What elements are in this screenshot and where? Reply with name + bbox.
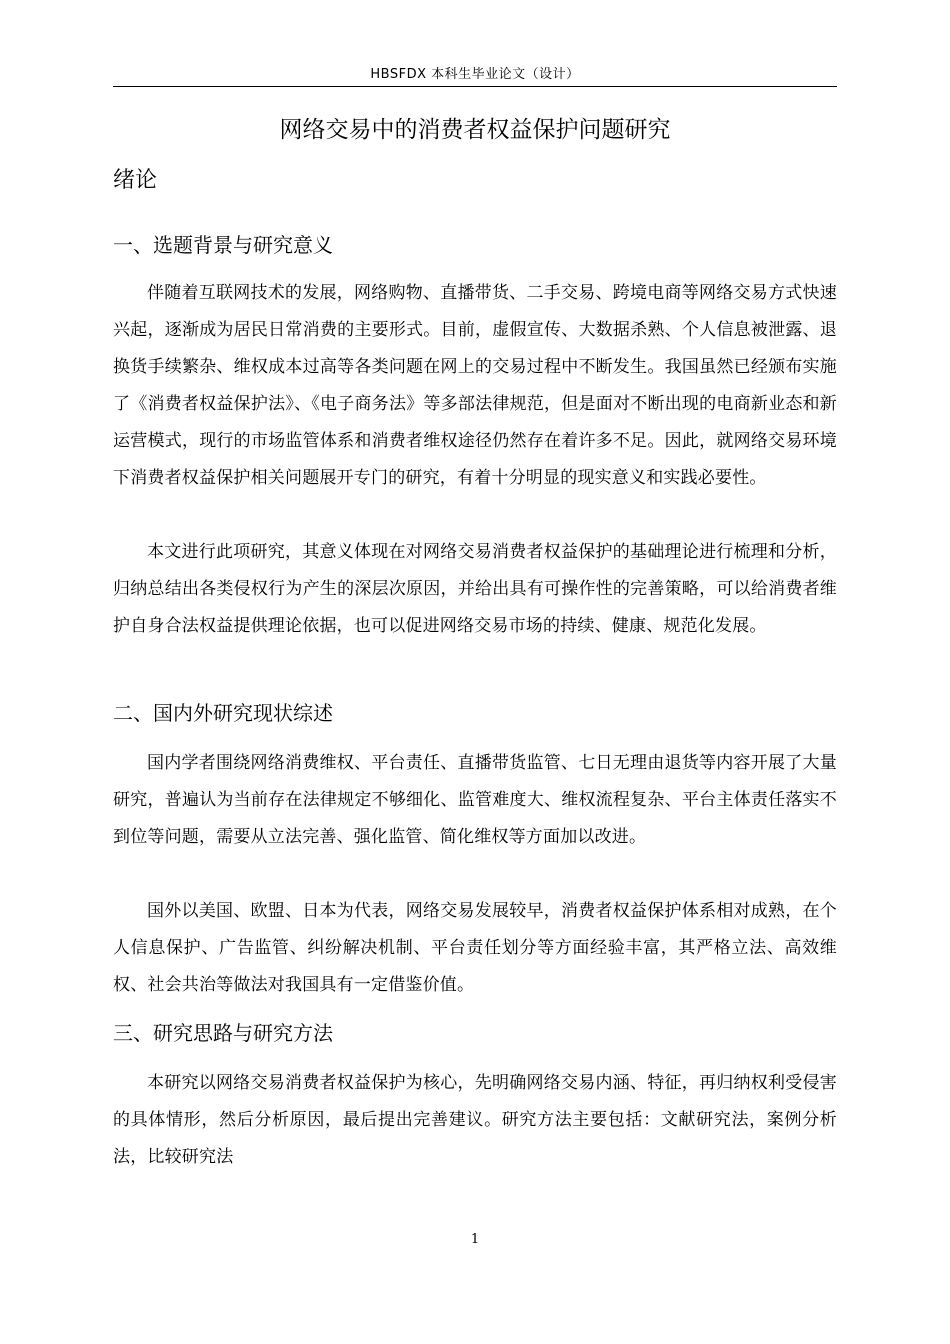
page-number: 1 bbox=[470, 1232, 480, 1247]
chapter-heading: 绪论 bbox=[113, 168, 158, 193]
paragraph-3-1: 本研究以网络交易消费者权益保护为核心，先明确网络交易内涵、特征，再归纳权利受侵害的具体情形，然后分析原因，最后提出完善建议。研究方法主要包括：文献研究法，案例分析法，比较研究法 bbox=[113, 1073, 837, 1167]
section-heading-2: 二、国内外研究现状综述 bbox=[113, 701, 333, 725]
paragraph-1-2: 本文进行此项研究，其意义体现在对网络交易消费者权益保护的基础理论进行梳理和分析，归纳总结出各类侵权行为产生的深层次原因，并给出具有可操作性的完善策略，可以给消费者维护自身合法权益提供理论依据，也可以促进网络交易市场的持续、健康、规范化发展。 bbox=[113, 542, 837, 636]
section-heading-1: 一、选题背景与研究意义 bbox=[113, 233, 333, 257]
section-heading-3: 三、研究思路与研究方法 bbox=[113, 1021, 333, 1045]
paragraph-2-2: 国外以美国、欧盟、日本为代表，网络交易发展较早，消费者权益保护体系相对成熟，在个人信息保护、广告监管、纠纷解决机制、平台责任划分等方面经验丰富，其严格立法、高效维权、社会共治等做法对我国具有一定借鉴价值。 bbox=[113, 901, 837, 995]
paragraph-1-1: 伴随着互联网技术的发展，网络购物、直播带货、二手交易、跨境电商等网络交易方式快速兴起，逐渐成为居民日常消费的主要形式。目前，虚假宣传、大数据杀熟、个人信息被泄露、退换货手续繁杂、维权成本过高等各类问题在网上的交易过程中不断发生。我国虽然已经颁布实施了《消费者权益保护法》、《电子商务法》等多部法律规范，但是面对不断出现的电商新业态和新运营模式，现行的市场监管体系和消费者维权途径仍然存在着许多不足。因此，就网络交易环境下消费者权益保护相关问题展开专门的研究，有着十分明显的现实意义和实践必要性。 bbox=[113, 283, 837, 488]
running-header: HBSFDX 本科生毕业论文（设计） bbox=[370, 67, 580, 82]
thesis-title: 网络交易中的消费者权益保护问题研究 bbox=[279, 117, 671, 143]
header-rule bbox=[113, 86, 837, 87]
paragraph-2-1: 国内学者围绕网络消费维权、平台责任、直播带货监管、七日无理由退货等内容开展了大量研究，普遍认为当前存在法律规定不够细化、监管难度大、维权流程复杂、平台主体责任落实不到位等问题，需要从立法完善、强化监管、简化维权等方面加以改进。 bbox=[113, 753, 837, 847]
